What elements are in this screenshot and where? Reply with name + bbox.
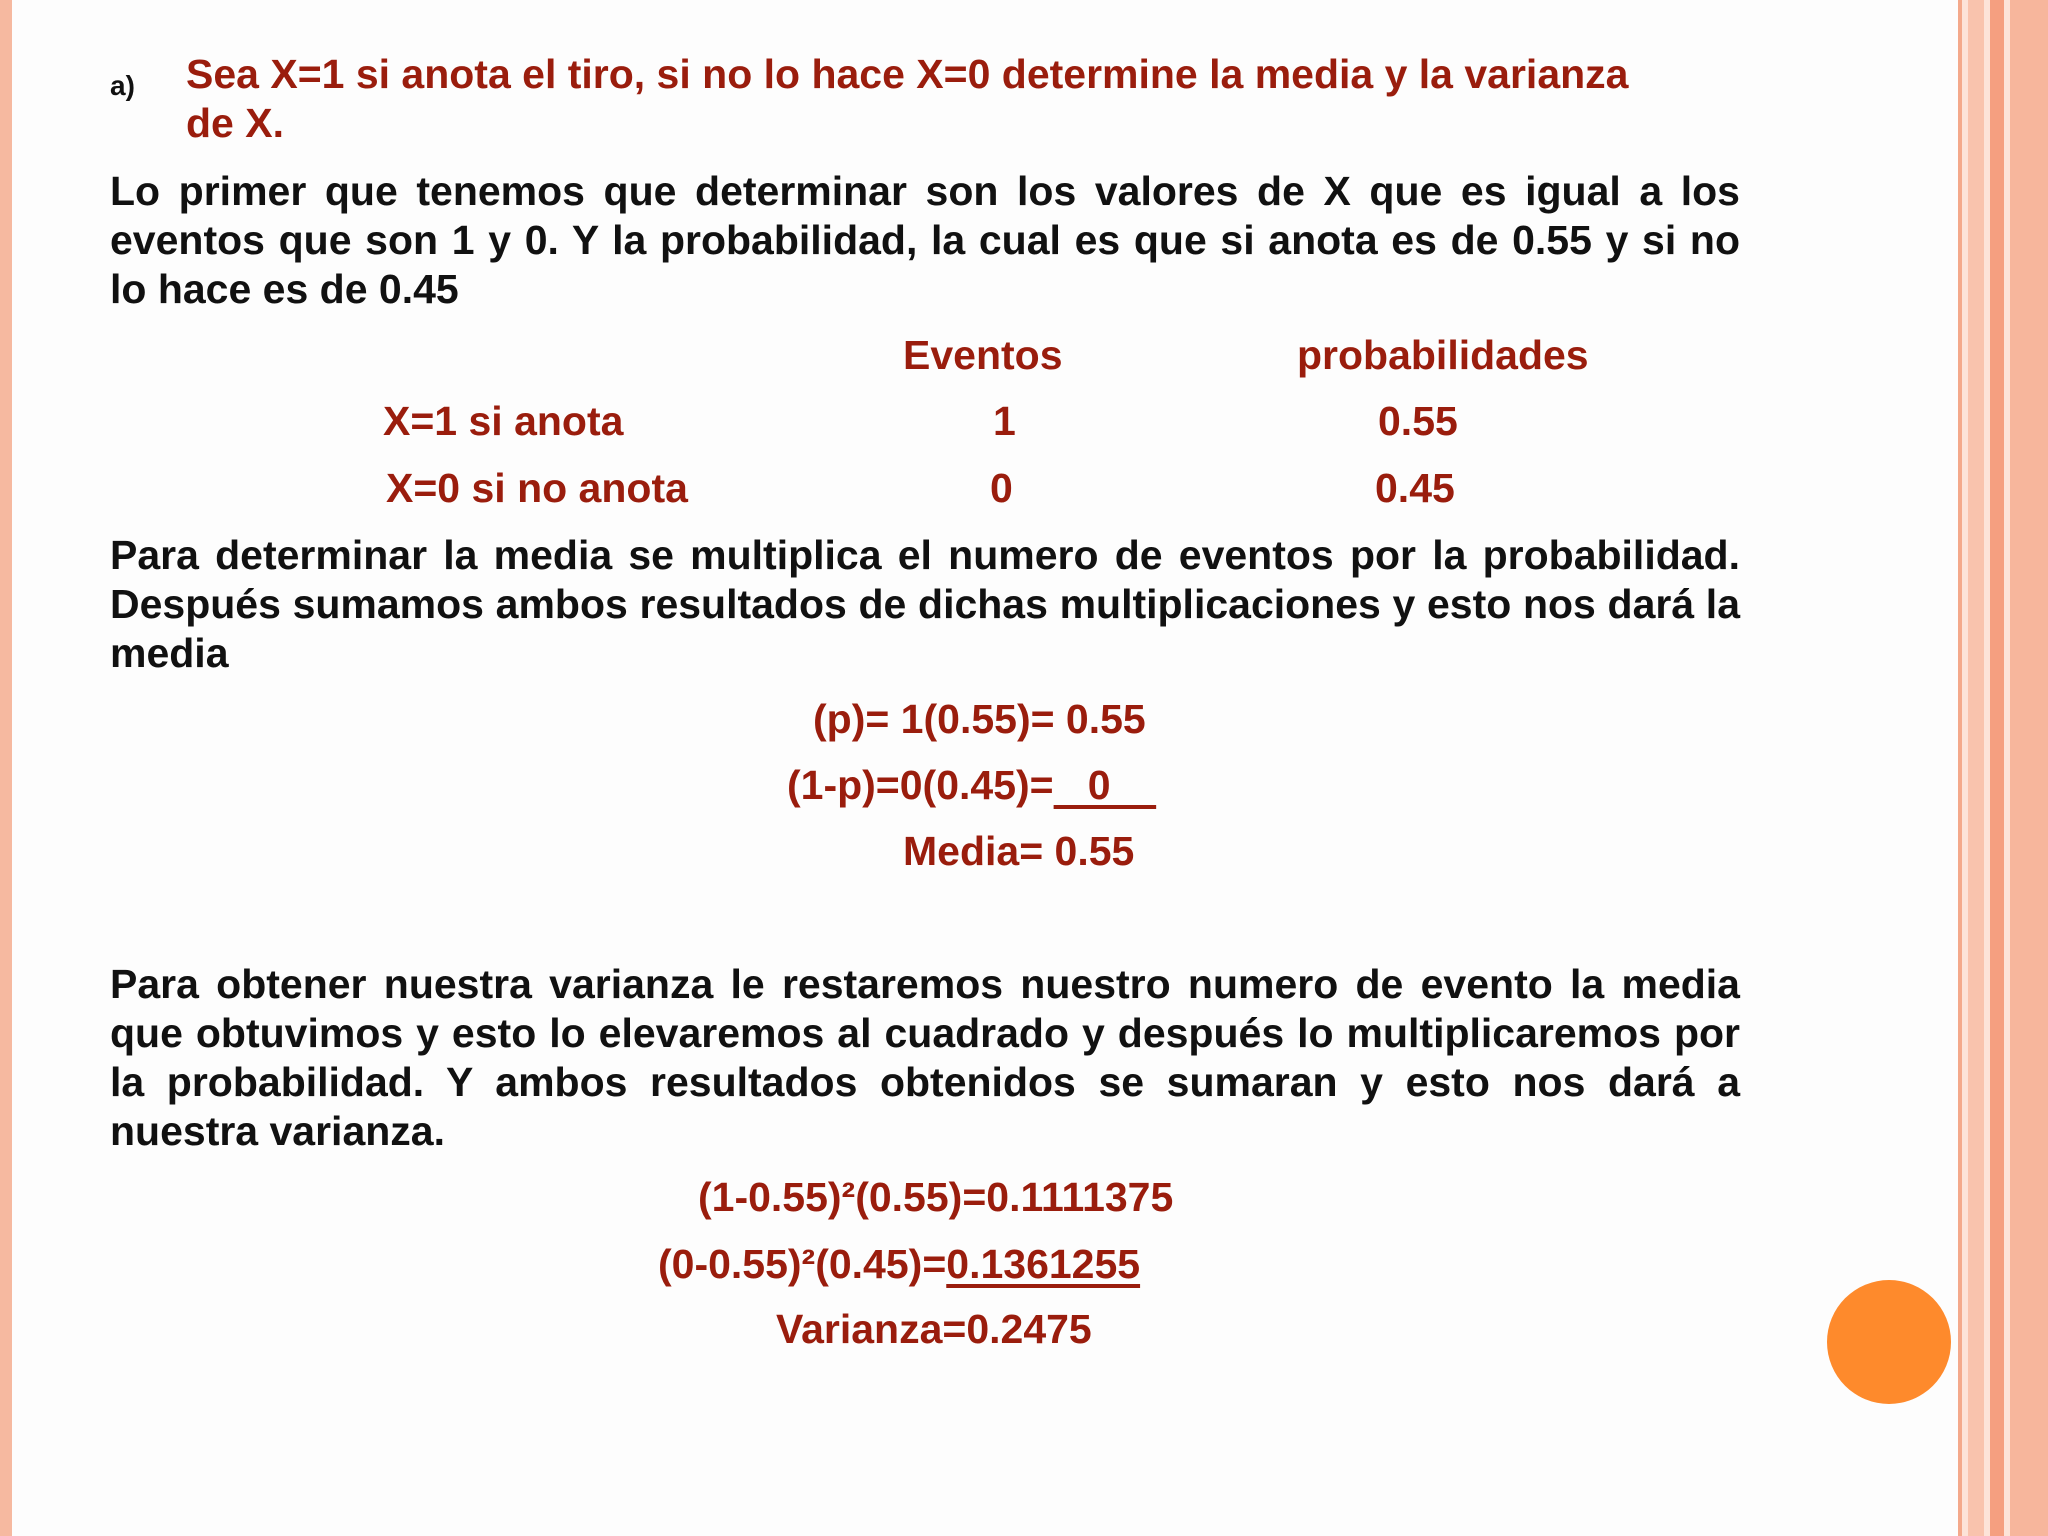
variance-calc-result: 0.1361255 [946,1241,1141,1287]
mean-result: Media= 0.55 [903,828,1135,874]
table-header-probabilities: probabilidades [1297,332,1589,378]
section-heading: Sea X=1 si anota el tiro, si no lo hace X=0 determine la media y la varianza de X. [186,51,1629,146]
table-row-probability: 0.55 [1378,398,1458,444]
variance-calc-prefix: (0-0.55)²(0.45)= [658,1241,947,1287]
table-header-events: Eventos [903,332,1063,378]
variance-result: Varianza=0.2475 [776,1306,1092,1352]
variance-paragraph: Para obtener nuestra varianza le restaremos nuestro numero de evento la media que obtuvimos y esto lo elevaremos al cuadrado y después lo multiplicaremos por la probabilidad. Y ambos resultados obtenidos se sumaran y esto nos dará a nuestra varianza. [110,961,1740,1154]
right-stripe [1990,0,2004,1536]
mean-calc-prefix: (1-p)=0(0.45)= [787,762,1054,808]
decorative-circle [1827,1280,1951,1404]
list-marker: a) [110,70,135,101]
mean-paragraph: Para determinar la media se multiplica el numero de eventos por la probabilidad. Después sumamos ambos resultados de dichas multiplicaciones y esto nos dará la media [110,532,1740,676]
table-row-probability: 0.45 [1375,465,1455,511]
table-row-event: 1 [993,398,1016,444]
variance-calc-line: (1-0.55)²(0.55)=0.1111375 [698,1174,1174,1220]
intro-paragraph: Lo primer que tenemos que determinar son los valores de X que es igual a los eventos que son 1 y 0. Y la probabilidad, la cual es que si anota es de 0.55 y si no lo hace es de 0.45 [110,168,1740,312]
table-row-label: X=0 si no anota [386,465,688,511]
mean-calc-result: 0 [1053,762,1157,808]
right-stripe [2010,0,2048,1536]
mean-calc-line: (p)= 1(0.55)= 0.55 [813,696,1146,742]
variance-calc-line [658,1240,1140,1289]
left-border [0,0,12,1536]
mean-calc-line [787,761,1156,810]
table-row-label: X=1 si anota [383,398,624,444]
table-row-event: 0 [990,465,1013,511]
right-stripe [1968,0,1984,1536]
